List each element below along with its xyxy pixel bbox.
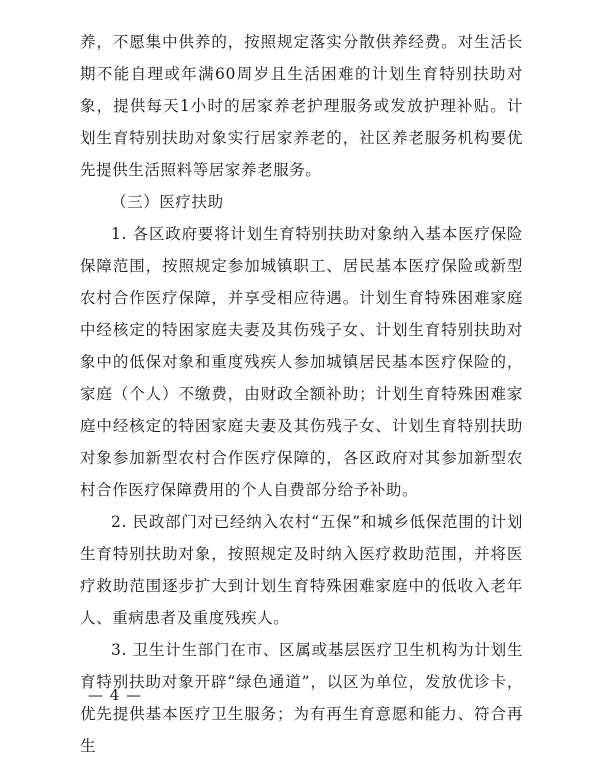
paragraph-item-1: 1. 各区政府要将计划生育特别扶助对象纳入基本医疗保险保障范围，按照规定参加城镇职工、居民基本医疗保险或新型农村合作医疗保障，并享受相应待遇。计划生育特殊困难家庭中经核定的特困家庭夫妻及其伤残子女、计划生育特别扶助对象中的低保对象和重度残疾人参加城镇居民基本医疗保险的，家庭（个人）不缴费，由财政全额补助；计划生育特殊困难家庭中经核定的特困家庭夫妻及其伤残子女、计划生育特别扶助对象参加新型农村合作医疗保障的，各区政府对其参加新型农村合作医疗保障费用的个人自费部分给予补助。 xyxy=(80,225,523,499)
paragraph-item-2: 2. 民政部门对已经纳入农村“五保”和城乡低保范围的计划生育特别扶助对象，按照规定及时纳入医疗救助范围，并将医疗救助范围逐步扩大到计划生育特殊困难家庭中的低收入老年人、重病患者及重度残疾人。 xyxy=(80,513,523,627)
section-heading-medical-assistance: （三）医疗扶助 xyxy=(111,193,224,211)
paragraph-continued: 养，不愿集中供养的，按照规定落实分散供养经费。对生活长期不能自理或年满60周岁且生活困难的计划生育特别扶助对象，提供每天1小时的居家养老护理服务或发放护理补贴。计划生育特别扶助对象实行居家养老的，社区养老服务机构要优先提供生活照料等居家养老服务。 xyxy=(80,33,523,179)
page-number: — 4 — xyxy=(88,686,143,704)
document-body xyxy=(80,26,523,762)
paragraph-item-3: 3. 卫生计生部门在市、区属或基层医疗卫生机构为计划生育特别扶助对象开辟“绿色通道”，以区为单位，发放优诊卡，优先提供基本医疗卫生服务；为有再生育意愿和能力、符合再生 xyxy=(80,641,523,755)
